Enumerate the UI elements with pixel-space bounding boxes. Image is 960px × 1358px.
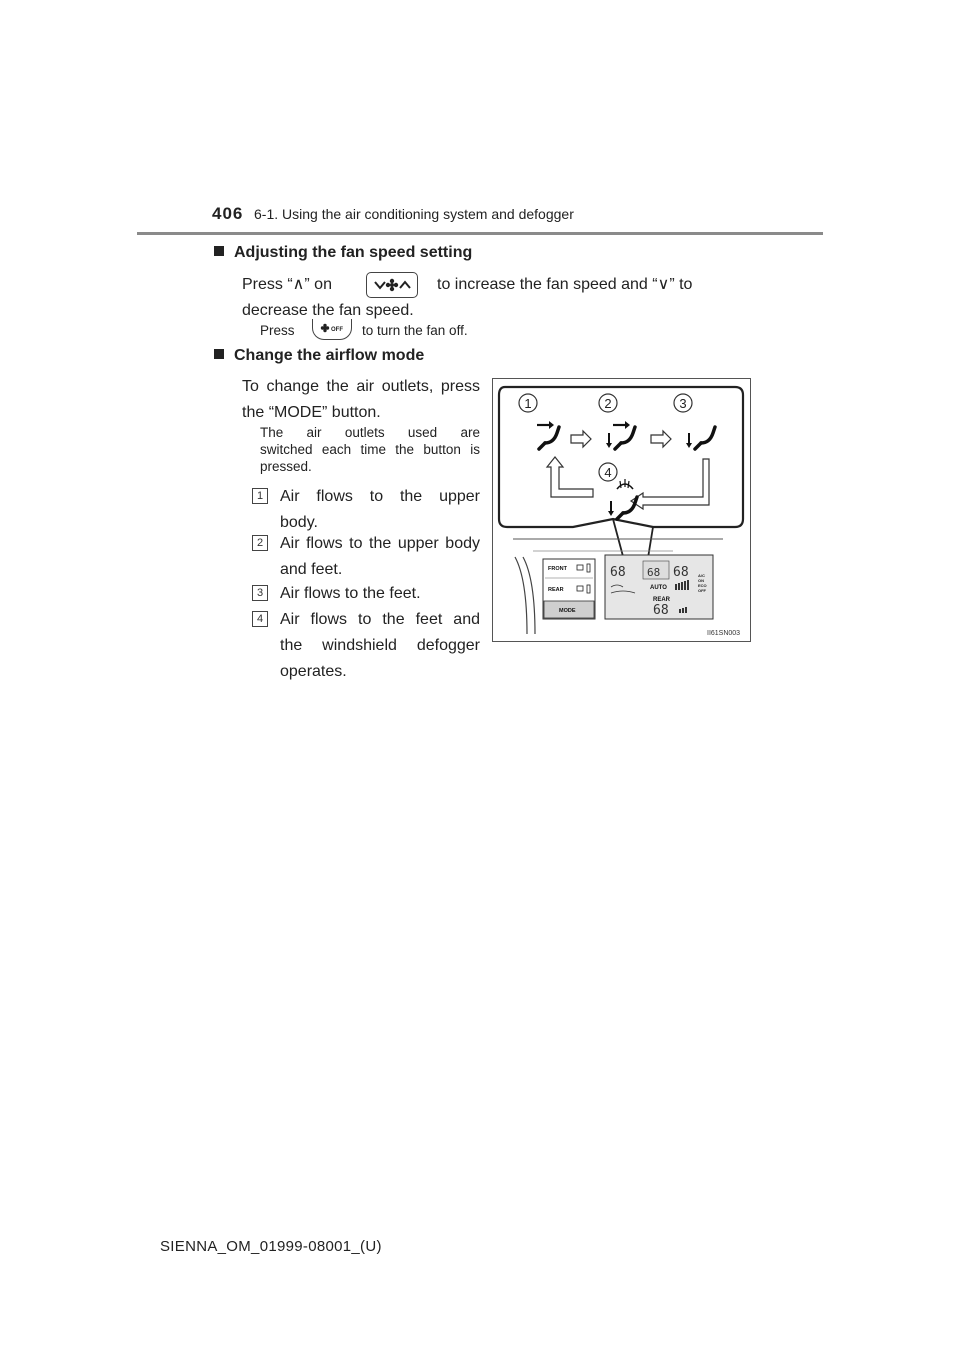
list-item-2: Air flows to the upper body and feet.	[280, 535, 480, 578]
climate-display	[605, 555, 713, 619]
document-code: SIENNA_OM_01999-08001_(U)	[160, 1238, 382, 1255]
front-defrost-label: FRONT	[548, 566, 567, 572]
ac-line-2: ON	[698, 578, 704, 583]
svg-text:4: 4	[604, 465, 612, 480]
item-number-3: 3	[252, 585, 268, 601]
item-number-4: 4	[252, 611, 268, 627]
auto-indicator: AUTO	[650, 585, 667, 591]
off-label: OFF	[331, 327, 343, 333]
airflow-mode-figure	[492, 378, 751, 642]
svg-text:3: 3	[679, 396, 687, 411]
item-number-2: 2	[252, 535, 268, 551]
fan-speed-line-1b: to increase the fan speed and “∨” to	[437, 276, 693, 293]
fan-speed-heading: Adjusting the fan speed setting	[214, 244, 472, 262]
fan-off-note-rest: to turn the fan off.	[362, 323, 468, 338]
bullet-square-icon	[214, 349, 224, 359]
rear-defrost-label: REAR	[548, 587, 564, 593]
driver-temp: 68	[610, 565, 626, 580]
fan-off-note-press: Press	[260, 323, 295, 338]
svg-text:1: 1	[524, 396, 532, 411]
item-number-1: 1	[252, 488, 268, 504]
ac-line-4: OFF	[698, 588, 706, 593]
callout-1	[519, 394, 537, 412]
page-number: 406	[212, 204, 244, 223]
fan-off-button-icon	[312, 319, 352, 340]
fan-speed-line-2: decrease the fan speed.	[242, 302, 414, 319]
passenger-temp: 68	[673, 565, 689, 580]
svg-text:2: 2	[604, 396, 612, 411]
fan-speed-arrows-icon	[367, 273, 417, 297]
callout-2	[599, 394, 617, 412]
airflow-diagram	[493, 379, 750, 641]
center-temp: 68	[647, 566, 661, 579]
callout-3	[674, 394, 692, 412]
ac-line-3: ECO	[698, 583, 707, 588]
rear-indicator: REAR	[653, 597, 671, 603]
mode-label: MODE	[559, 608, 576, 614]
mode-note: The air outlets used are switched each time the button is pressed.	[260, 425, 480, 474]
fan-speed-button-icon	[366, 272, 418, 298]
figure-id: II61SN003	[707, 630, 741, 637]
fan-speed-line-1: Press “∧” on	[242, 276, 332, 293]
chapter-title: 6-1. Using the air conditioning system and defogger	[254, 206, 574, 222]
rear-temp: 68	[653, 603, 669, 618]
bullet-square-icon	[214, 246, 224, 256]
header-divider	[137, 232, 823, 235]
list-item-4: Air flows to the feet and the windshield defogger operates.	[280, 611, 480, 680]
ac-line-1: A/C	[698, 573, 705, 578]
mode-intro: To change the air outlets, press the “MODE” button.	[242, 378, 480, 421]
list-item-1: Air flows to the upper body.	[280, 488, 480, 531]
button-panel	[543, 559, 595, 619]
fan-off-icon	[313, 319, 351, 339]
airflow-mode-heading: Change the airflow mode	[214, 347, 424, 365]
list-item-3: Air flows to the feet.	[280, 585, 421, 602]
callout-4	[599, 463, 617, 481]
